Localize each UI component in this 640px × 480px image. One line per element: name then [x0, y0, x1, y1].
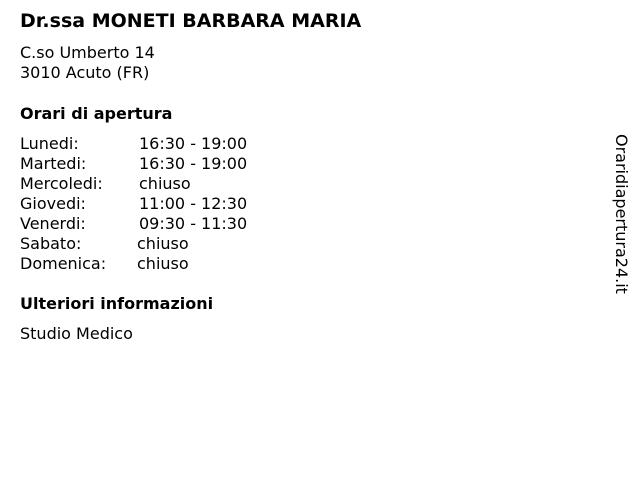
address-city: 3010 Acuto (FR) — [20, 63, 150, 82]
time-value: 16:30 - 19:00 — [139, 134, 248, 153]
time-value: chiuso — [139, 174, 191, 193]
day-label: Martedi: — [20, 154, 87, 173]
site-watermark: Oraridiapertura24.it — [612, 134, 631, 294]
address-street: C.so Umberto 14 — [20, 43, 155, 62]
time-value: 16:30 - 19:00 — [139, 154, 248, 173]
additional-info-text: Studio Medico — [20, 324, 133, 343]
time-value: 11:00 - 12:30 — [139, 194, 248, 213]
page-title: Dr.ssa MONETI BARBARA MARIA — [20, 10, 362, 32]
time-value: chiuso — [137, 254, 189, 273]
day-label: Venerdi: — [20, 214, 86, 233]
day-label: Sabato: — [20, 234, 82, 253]
address-block — [20, 43, 155, 83]
day-label: Domenica: — [20, 254, 107, 273]
additional-info-heading: Ulteriori informazioni — [20, 294, 214, 313]
day-label: Mercoledi: — [20, 174, 103, 193]
time-value: 09:30 - 11:30 — [139, 214, 248, 233]
day-label: Lunedi: — [20, 134, 79, 153]
day-label: Giovedi: — [20, 194, 86, 213]
opening-hours-heading: Orari di apertura — [20, 104, 173, 123]
time-value: chiuso — [137, 234, 189, 253]
